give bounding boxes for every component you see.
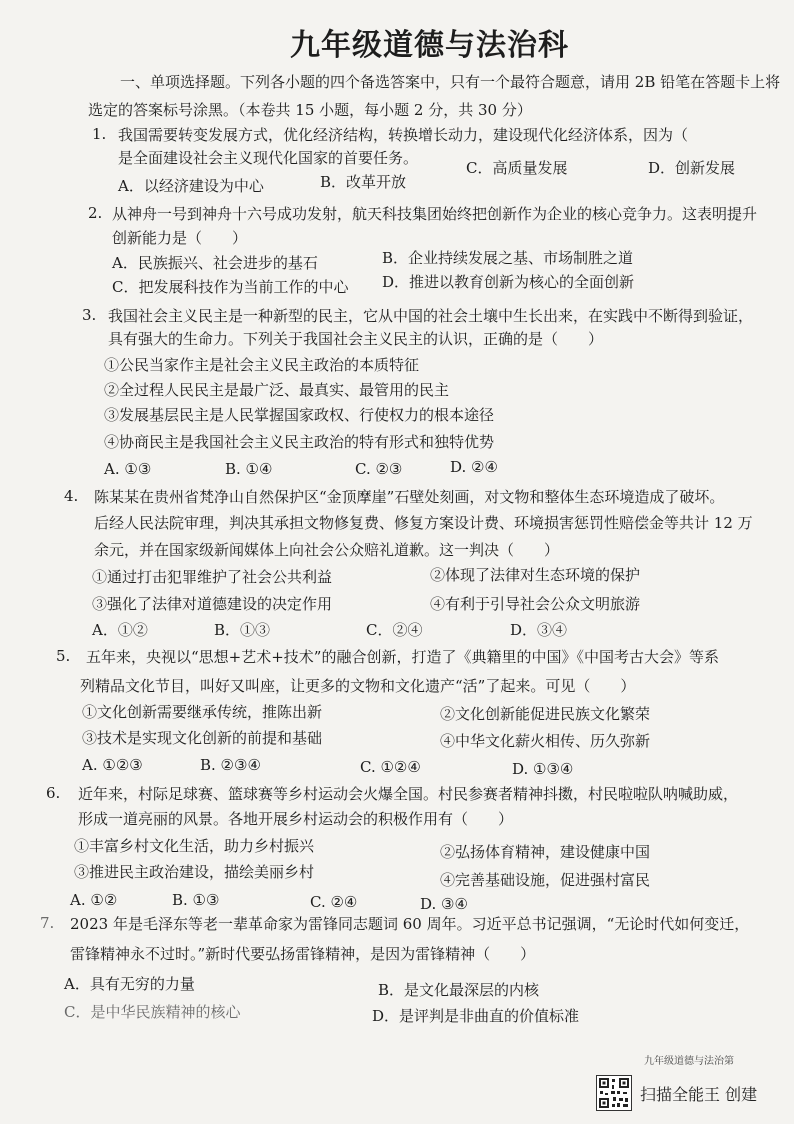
option-c: C．把发展科技作为当前工作的中心 xyxy=(112,278,349,296)
statement-item: ①通过打击犯罪维护了社会公共利益 xyxy=(92,568,333,586)
option-c: C. ②③ xyxy=(355,460,403,478)
question-number: 7. xyxy=(40,914,55,932)
page-title: 九年级道德与法治科 xyxy=(290,28,569,63)
statement-item: ②弘扬体育精神，建设健康中国 xyxy=(440,843,651,861)
option-d: D. ③④ xyxy=(420,895,468,913)
question-number: 6. xyxy=(46,784,61,802)
question-number: 1. xyxy=(92,125,107,143)
statement-item: ②体现了法律对生态环境的保护 xyxy=(430,566,641,584)
option-c: C．是中华民族精神的核心 xyxy=(64,1003,241,1021)
option-b: B．改革开放 xyxy=(320,173,407,191)
question-text: 我国社会主义民主是一种新型的民主，它从中国的社会土壤中生长出来，在实践中不断得到验证， xyxy=(108,307,754,325)
question-text: 五年来，央视以“思想+艺术+技术”的融合创新，打造了《典籍里的中国》《中国考古大会》等系 xyxy=(86,648,719,666)
question-text: 从神舟一号到神舟十六号成功发射，航天科技集团始终把创新作为企业的核心竞争力。这表明提升 xyxy=(112,205,758,223)
statement-item: ④有利于引导社会公众文明旅游 xyxy=(430,595,641,613)
option-a: A．以经济建设为中心 xyxy=(118,177,264,195)
option-c: C．高质量发展 xyxy=(466,159,568,177)
option-c: C. ①②④ xyxy=(360,758,421,776)
question-text: 雷锋精神永不过时。”新时代要弘扬雷锋精神，是因为雷锋精神（ ） xyxy=(70,945,536,963)
option-a: A．民族振兴、社会进步的基石 xyxy=(112,254,318,272)
option-b: B．企业持续发展之基、市场制胜之道 xyxy=(382,249,634,267)
question-text: 余元，并在国家级新闻媒体上向社会公众赔礼道歉。这一判决（ ） xyxy=(94,541,560,559)
option-b: B．①③ xyxy=(214,621,271,639)
option-c: C. ②④ xyxy=(310,893,358,911)
instructions-line1: 一、单项选择题。下列各小题的四个备选答案中，只有一个最符合题意，请用 2B 铅笔在答题卡上将 xyxy=(120,73,781,91)
question-number: 5. xyxy=(56,647,71,665)
option-b: B．是文化最深层的内核 xyxy=(378,981,540,999)
question-text: 2023 年是毛泽东等老一辈革命家为雷锋同志题词 60 周年。习近平总书记强调，“无论时代如何变迁， xyxy=(70,915,750,933)
option-a: A．具有无穷的力量 xyxy=(64,975,195,993)
scanner-watermark: 扫描全能王 创建 xyxy=(640,1085,758,1104)
question-number: 2. xyxy=(88,204,103,222)
option-d: D．③④ xyxy=(510,621,568,639)
option-a: A. ①② xyxy=(70,891,118,909)
option-b: B. ②③④ xyxy=(200,756,261,774)
option-b: B. ①④ xyxy=(225,460,273,478)
option-a: A．①② xyxy=(92,621,148,639)
qr-code-icon xyxy=(596,1075,632,1111)
question-text: 具有强大的生命力。下列关于我国社会主义民主的认识，正确的是（ ） xyxy=(108,330,604,348)
statement-item: ④完善基础设施，促进强村富民 xyxy=(440,871,651,889)
question-text: 我国需要转变发展方式，优化经济结构，转换增长动力，建设现代化经济体系，因为（ xyxy=(118,126,689,144)
statement-item: ③发展基层民主是人民掌握国家政权、行使权力的根本途径 xyxy=(104,406,495,424)
statement-item: ①公民当家作主是社会主义民主政治的本质特征 xyxy=(104,356,420,374)
question-text: 陈某某在贵州省梵净山自然保护区“金顶摩崖”石壁处刻画，对文物和整体生态环境造成了破坏。 xyxy=(94,488,725,506)
statement-item: ③推进民主政治建设，描绘美丽乡村 xyxy=(74,863,315,881)
statement-item: ①文化创新需要继承传统，推陈出新 xyxy=(82,703,323,721)
statement-item: ③强化了法律对道德建设的决定作用 xyxy=(92,595,333,613)
option-d: D. ②④ xyxy=(450,458,498,476)
statement-item: ③技术是实现文化创新的前提和基础 xyxy=(82,729,323,747)
option-c: C．②④ xyxy=(366,621,423,639)
question-text: 创新能力是（ ） xyxy=(112,229,248,247)
option-a: A. ①③ xyxy=(104,460,152,478)
option-b: B. ①③ xyxy=(172,891,220,909)
page-footer-label: 九年级道德与法治第 xyxy=(644,1056,734,1067)
option-d: D．是评判是非曲直的价值标准 xyxy=(372,1007,580,1025)
statement-item: ④协商民主是我国社会主义民主政治的特有形式和独特优势 xyxy=(104,433,495,451)
question-text: 近年来，村际足球赛、篮球赛等乡村运动会火爆全国。村民参赛者精神抖擞，村民啦啦队呐喊助威， xyxy=(78,785,739,803)
question-number: 4. xyxy=(64,487,79,505)
statement-item: ②全过程人民民主是最广泛、最真实、最管用的民主 xyxy=(104,381,450,399)
question-number: 3. xyxy=(82,306,97,324)
question-text: 是全面建设社会主义现代化国家的首要任务。 xyxy=(118,149,419,167)
option-d: D．推进以教育创新为核心的全面创新 xyxy=(382,273,635,291)
statement-item: ④中华文化薪火相传、历久弥新 xyxy=(440,732,651,750)
option-d: D. ①③④ xyxy=(512,760,574,778)
statement-item: ②文化创新能促进民族文化繁荣 xyxy=(440,705,651,723)
option-a: A. ①②③ xyxy=(82,756,143,774)
question-text: 后经人民法院审理，判决其承担文物修复费、修复方案设计费、环境损害惩罚性赔偿金等共计 12 万 xyxy=(94,514,753,532)
statement-item: ①丰富乡村文化生活，助力乡村振兴 xyxy=(74,837,315,855)
option-d: D．创新发展 xyxy=(648,159,736,177)
instructions-line2: 选定的答案标号涂黑。（本卷共 15 小题，每小题 2 分，共 30 分） xyxy=(88,101,532,119)
question-text: 形成一道亮丽的风景。各地开展乡村运动会的积极作用有（ ） xyxy=(78,810,514,828)
question-text: 列精品文化节目，叫好又叫座，让更多的文物和文化遗产“活”了起来。可见（ ） xyxy=(80,677,636,695)
